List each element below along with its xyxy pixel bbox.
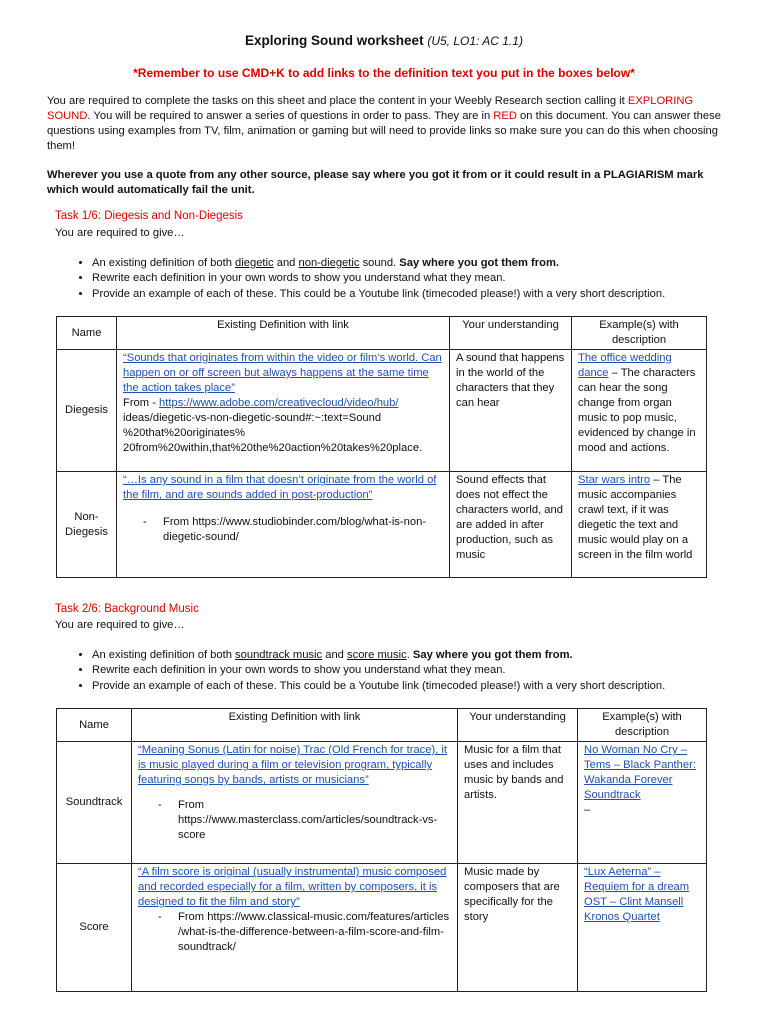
task1-bullet-2: • Rewrite each definition in your own words to show you understand what they mean. (92, 271, 752, 286)
definition-quote-link[interactable]: “…Is any sound in a film that doesn’t originate from the world of the film, and are sounds added in post-production” (123, 474, 437, 501)
table-row (57, 742, 707, 864)
task2-bullets (60, 648, 752, 694)
header-understanding: Your understanding (450, 317, 572, 350)
table-row (57, 472, 707, 578)
header-name: Name (57, 317, 117, 350)
task2-table (56, 708, 707, 992)
example-cell (572, 472, 707, 578)
table-row (57, 350, 707, 472)
task1-table (56, 316, 707, 578)
task2-give: You are required to give… (55, 619, 185, 631)
reminder-text: *Remember to use CMD+K to add links to the definition text you put in the boxes below* (133, 66, 635, 80)
task1-bullet-3: • Provide an example of each of these. This could be a Youtube link (timecoded please!) with a very short description. (92, 287, 752, 302)
source-link[interactable]: https://www.adobe.com/creativecloud/video/hub/ (159, 397, 399, 409)
example-desc: – The music accompanies crawl text, if it was diegetic the text and music would play on a screen in the film world (578, 474, 693, 561)
t1b1-bold: Say where you got them from. (399, 257, 560, 269)
header-definition: Existing Definition with link (132, 709, 458, 742)
source-text: - From https://www.studiobinder.com/blog/what-is-non-diegetic-sound/ (143, 515, 443, 545)
intro-exploring: EXPLORING SOUND (47, 95, 694, 122)
definition-cell (132, 742, 458, 864)
t2b1-b: . (406, 649, 410, 661)
header-name: Name (57, 709, 132, 742)
definition-quote-link[interactable]: “Meaning Sonus (Latin for noise) Trac (Old French for trace), it is music played during a film or television program, typically featuring songs by bands, artists or musicians” (138, 744, 448, 786)
header-example: Example(s) with description (572, 317, 707, 350)
header-example: Example(s) with description (578, 709, 707, 742)
from-label: From - (123, 397, 156, 409)
task2-heading: Task 2/6: Background Music (55, 603, 199, 615)
task1-bullets (60, 256, 752, 302)
example-cell (572, 350, 707, 472)
definition-quote-link[interactable]: “A film score is original (usually instrumental) music composed and recorded especially for a film, written by composers, it is designed to fit the film and story” (138, 866, 447, 908)
source-text: - From https://www.masterclass.com/articles/soundtrack-vs-score (158, 798, 451, 843)
intro-paragraph (47, 94, 727, 154)
intro-red-word: RED (493, 110, 517, 122)
row-name: Diegesis (57, 350, 117, 472)
t1b1-term1: diegetic (235, 257, 274, 269)
t2b1-a: An existing definition of both (92, 649, 232, 661)
understanding-cell: A sound that happens in the world of the characters that they can hear (450, 350, 572, 472)
header-understanding: Your understanding (458, 709, 578, 742)
t2b1-term1: soundtrack music (235, 649, 323, 661)
task2-bullet-3: • Provide an example of each of these. This could be a Youtube link (timecoded please!) with a very short description. (92, 679, 752, 694)
t2b1-term2: score music (347, 649, 407, 661)
intro-part1: You are required to complete the tasks on this sheet and place the content in your Weebly Research section calling it (47, 95, 625, 107)
table-header-row (57, 709, 707, 742)
definition-cell (117, 472, 450, 578)
source-rest: ideas/diegetic-vs-non-diegetic-sound#:~:text=Sound %20that%20originates% 20from%20within,that%20the%20action%20takes%20place. (123, 412, 423, 454)
example-link[interactable]: No Woman No Cry – Tems – Black Panther: Wakanda Forever Soundtrack (584, 744, 696, 801)
t1b1-and: and (276, 257, 296, 269)
table-header-row (57, 317, 707, 350)
table-row (57, 864, 707, 992)
row-name: Non-Diegesis (57, 472, 117, 578)
example-link[interactable]: Star wars intro (578, 474, 651, 486)
task1-heading: Task 1/6: Diegesis and Non-Diegesis (55, 210, 243, 222)
definition-cell (132, 864, 458, 992)
example-desc: – The characters can hear the song change from organ music to pop music, evidenced by change in mood and actions. (578, 367, 696, 454)
page-title (0, 33, 768, 48)
title-subtitle: (U5, LO1: AC 1.1) (427, 34, 523, 48)
understanding-cell: Sound effects that does not effect the characters world, and are added in after production, such as music (450, 472, 572, 578)
t2b1-bold: Say where you got them from. (412, 649, 573, 661)
example-link[interactable]: The office wedding dance (578, 352, 672, 379)
t2b1-and: and (325, 649, 344, 661)
understanding-cell: Music for a film that uses and includes music by bands and artists. (458, 742, 578, 864)
t1b1-a: An existing definition of both (92, 257, 232, 269)
task1-give: You are required to give… (55, 227, 185, 239)
definition-quote-link[interactable]: “Sounds that originates from within the video or film’s world. Can happen on or off screen but always happens at the same time the action takes place” (123, 352, 442, 394)
example-desc: – (584, 804, 591, 816)
example-cell (578, 742, 707, 864)
definition-cell (117, 350, 450, 472)
understanding-cell: Music made by composers that are specifically for the story (458, 864, 578, 992)
t1b1-term2: non-diegetic (298, 257, 360, 269)
t1b1-b: sound. (362, 257, 397, 269)
title-text: Exploring Sound worksheet (245, 33, 424, 48)
row-name: Soundtrack (57, 742, 132, 864)
row-name: Score (57, 864, 132, 992)
intro-part3: on this document. You can answer these questions using examples from TV, film, animation or gaming but will need to provide links so make sure you can do this when choosing them! (47, 110, 721, 152)
plagiarism-warning: Wherever you use a quote from any other source, please say where you got it from or it could result in a PLAGIARISM mark which would automatically fail the unit. (47, 169, 704, 196)
example-cell (578, 864, 707, 992)
header-definition: Existing Definition with link (117, 317, 450, 350)
intro-part2: . You will be required to answer a series of questions in order to pass. They are in (87, 110, 491, 122)
task2-bullet-2: • Rewrite each definition in your own words to show you understand what they mean. (92, 663, 752, 678)
task1-bullet-1 (92, 256, 752, 271)
example-link[interactable]: “Lux Aeterna” – Requiem for a dream OST – Clint Mansell Kronos Quartet (584, 866, 690, 923)
task2-bullet-1 (92, 648, 752, 663)
source-text: - From https://www.classical-music.com/features/articles /what-is-the-difference-between-a-film-score-and-film-soundtrack/ (158, 910, 451, 955)
